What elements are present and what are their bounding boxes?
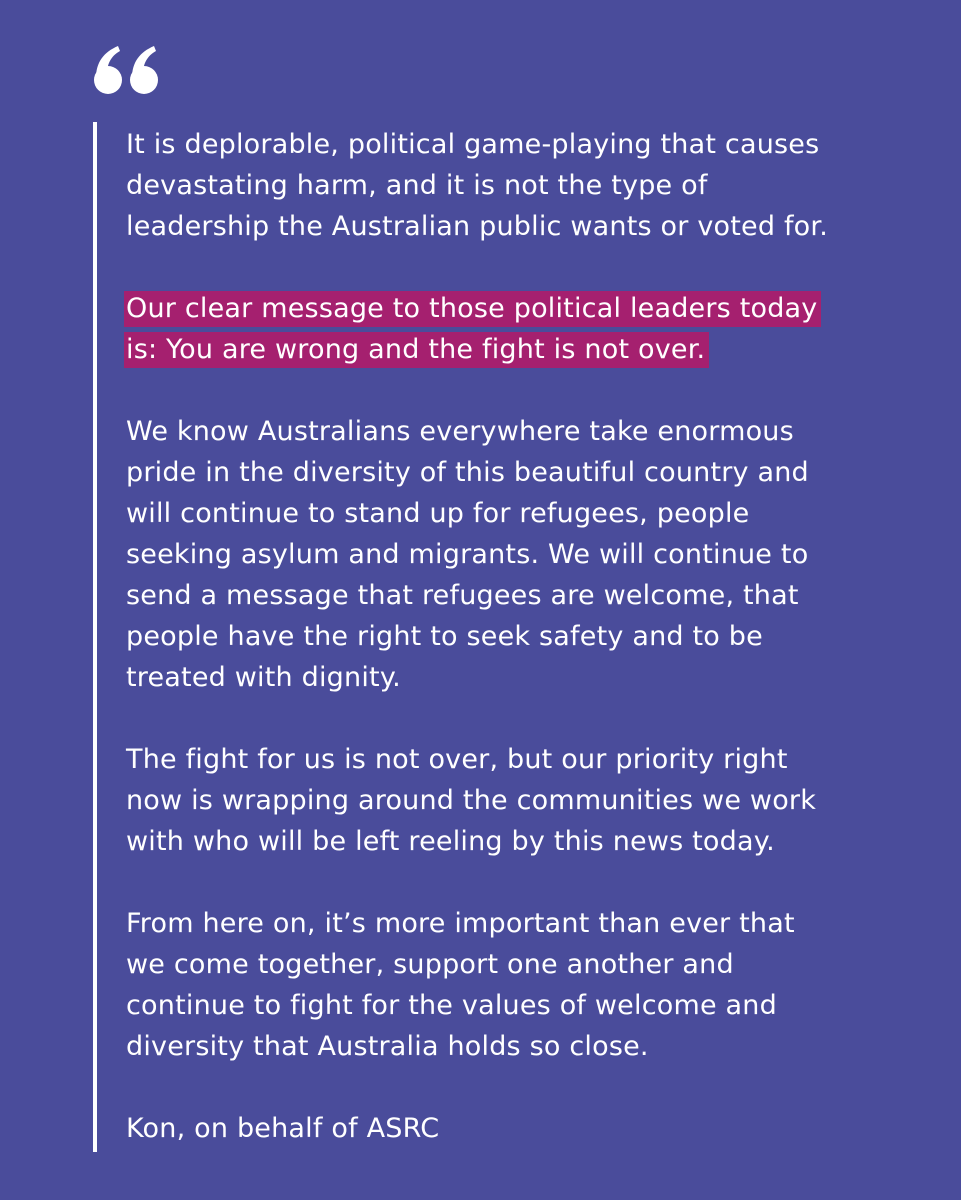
paragraph-line: pride in the diversity of this beautiful country and xyxy=(126,457,809,488)
paragraph-line: devastating harm, and it is not the type of xyxy=(126,170,708,201)
highlight-mark: is: You are wrong and the fight is not over. xyxy=(124,332,709,368)
paragraph-line: leadership the Australian public wants or voted for. xyxy=(126,211,828,242)
paragraph-line: people have the right to seek safety and to be xyxy=(126,621,763,652)
signature: Kon, on behalf of ASRC xyxy=(126,1113,440,1144)
highlighted-paragraph xyxy=(126,288,926,370)
paragraph-1 xyxy=(126,124,926,247)
paragraph-line: seeking asylum and migrants. We will continue to xyxy=(126,539,809,570)
quotation-mark-icon xyxy=(92,42,162,98)
paragraph-4 xyxy=(126,739,926,862)
paragraph-line: we come together, support one another and xyxy=(126,949,734,980)
paragraph-line: It is deplorable, political game-playing that causes xyxy=(126,129,820,160)
paragraph-line: diversity that Australia holds so close. xyxy=(126,1031,649,1062)
paragraph-line: From here on, it’s more important than ever that xyxy=(126,908,795,939)
paragraph-line: The fight for us is not over, but our priority right xyxy=(126,744,788,775)
paragraph-5 xyxy=(126,903,926,1067)
paragraph-line: now is wrapping around the communities we work xyxy=(126,785,817,816)
paragraph-line: We know Australians everywhere take enormous xyxy=(126,416,794,447)
quote-rule xyxy=(93,122,97,1152)
highlighted-line xyxy=(126,288,926,329)
highlighted-line xyxy=(126,329,926,370)
paragraph-line: continue to fight for the values of welcome and xyxy=(126,990,777,1021)
paragraph-line: with who will be left reeling by this news today. xyxy=(126,826,775,857)
paragraph-3 xyxy=(126,411,926,698)
paragraph-line: treated with dignity. xyxy=(126,662,401,693)
highlight-mark: Our clear message to those political leaders today xyxy=(124,291,821,327)
paragraph-line: will continue to stand up for refugees, people xyxy=(126,498,750,529)
quote-body xyxy=(126,124,926,1149)
paragraph-line: send a message that refugees are welcome, that xyxy=(126,580,799,611)
